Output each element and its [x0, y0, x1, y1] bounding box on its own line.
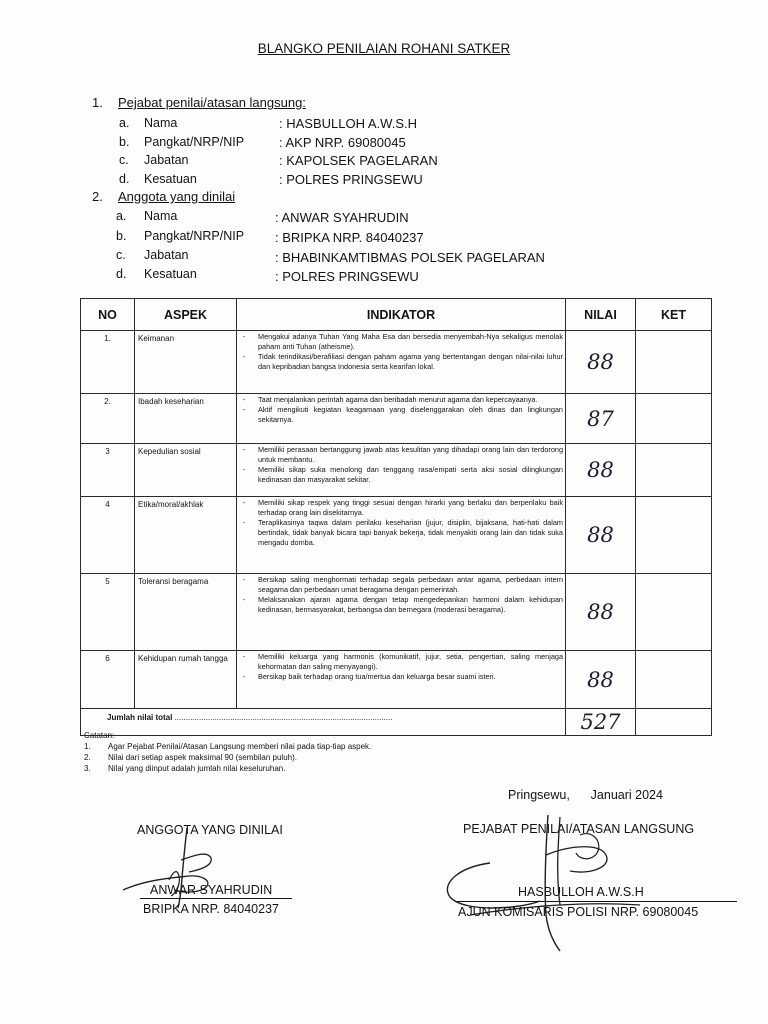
row-aspek: Toleransi beragama — [135, 574, 237, 651]
s1-value-jabatan: : KAPOLSEK PAGELARAN — [279, 153, 438, 168]
row-nilai-handwritten: 88 — [566, 651, 636, 709]
row-no: 5 — [81, 574, 135, 651]
row-indicators — [237, 331, 566, 394]
row-no: 4 — [81, 497, 135, 574]
row-indicators — [237, 394, 566, 444]
s1-value-nama: : HASBULLOH A.W.S.H — [279, 116, 417, 131]
indicator-item: - Bersikap baik terhadap orang tua/mertua dan keluarga besar suami isteri. — [243, 672, 563, 682]
header-aspek: ASPEK — [135, 299, 237, 331]
header-nilai: NILAI — [566, 299, 636, 331]
table-header-row — [81, 299, 712, 331]
s2-letter-a: a. — [116, 209, 127, 223]
indicator-item: - Melaksanakan ajaran agama dengan tetap mengedepankan harmoni dalam kehidupan kedinasan, bermasyarakat, berbangsa dan bernegara (moderasi beragama). — [243, 595, 563, 615]
note-text: Nilai yang diinput adalah jumlah nilai keseluruhan. — [108, 764, 286, 773]
section1-heading: Pejabat penilai/atasan langsung: — [118, 95, 306, 110]
assessment-table — [80, 298, 712, 736]
row-indicators — [237, 444, 566, 497]
right-signatory-name: HASBULLOH A.W.S.H — [518, 885, 644, 899]
row-aspek: Keimanan — [135, 331, 237, 394]
row-no: 2. — [81, 394, 135, 444]
section2-number: 2. — [92, 189, 103, 204]
row-ket — [636, 497, 712, 574]
place-date: Pringsewu, Januari 2024 — [508, 788, 663, 802]
table-row — [81, 574, 712, 651]
header-no: NO — [81, 299, 135, 331]
total-ket — [636, 709, 712, 736]
s1-letter-a: a. — [119, 116, 130, 130]
row-ket — [636, 394, 712, 444]
note-text: Agar Pejabat Penilai/Atasan Langsung memberi nilai pada tiap-tiap aspek. — [108, 742, 372, 751]
s2-value-nama: : ANWAR SYAHRUDIN — [275, 210, 409, 225]
total-dots: .................................................................................................. — [174, 713, 393, 722]
notes — [84, 730, 371, 774]
s1-value-pangkat: : AKP NRP. 69080045 — [279, 135, 406, 150]
right-signature-icon — [430, 805, 660, 955]
row-aspek: Ibadah keseharian — [135, 394, 237, 444]
indicator-item: - Memiliki perasaan bertanggung jawab atas kesulitan yang dihadapi orang lain dan terdorong untuk membantu. — [243, 445, 563, 465]
row-aspek: Etika/moral/akhlak — [135, 497, 237, 574]
indicator-item: - Bersikap saling menghormati terhadap segala perbedaan antar agama, perbedaan intern seagama dan perbedaan umat beragama dengan pemerintah. — [243, 575, 563, 595]
indicator-item: - Mengakui adanya Tuhan Yang Maha Esa dan bersedia menyembah-Nya sekaligus menolak paham anti Tuhan (atheisme). — [243, 332, 563, 352]
row-nilai-handwritten: 87 — [566, 394, 636, 444]
s2-value-pangkat: : BRIPKA NRP. 84040237 — [275, 230, 424, 245]
document-title: BLANGKO PENILAIAN ROHANI SATKER — [257, 41, 511, 56]
s1-value-kesatuan: : POLRES PRINGSEWU — [279, 172, 423, 187]
header-indikator: INDIKATOR — [237, 299, 566, 331]
s2-letter-c: c. — [116, 248, 126, 262]
indicator-item: - Taat menjalankan perintah agama dan beribadah menurut agama dan kepercayaanya. — [243, 395, 563, 405]
table-row — [81, 651, 712, 709]
s1-letter-c: c. — [119, 153, 129, 167]
note-item — [84, 741, 371, 752]
note-number: 1. — [84, 742, 91, 751]
s2-value-jabatan: : BHABINKAMTIBMAS POLSEK PAGELARAN — [275, 250, 545, 265]
s2-label-kesatuan: Kesatuan — [144, 267, 197, 281]
row-ket — [636, 574, 712, 651]
row-indicators — [237, 497, 566, 574]
header-ket: KET — [636, 299, 712, 331]
row-aspek: Kepedulian sosial — [135, 444, 237, 497]
note-number: 2. — [84, 753, 91, 762]
right-signatory-rank: AJUN KOMISARIS POLISI NRP. 69080045 — [458, 905, 699, 919]
indicator-item: - Memiliki keluarga yang harmonis (komunikatif, jujur, setia, pengertian, saling menjaga kehormatan dan saling menyayangi). — [243, 652, 563, 672]
left-signatory-title: ANGGOTA YANG DINILAI — [137, 823, 283, 837]
notes-heading: Catatan: — [84, 731, 115, 740]
note-number: 3. — [84, 764, 91, 773]
s2-label-pangkat: Pangkat/NRP/NIP — [144, 229, 245, 243]
s2-value-kesatuan: : POLRES PRINGSEWU — [275, 269, 419, 284]
indicator-item: - Memiliki sikap suka menolong dan tenggang rasa/empati serta aksi sosial dilingkungan kedinasan dan masyarakat sekitar. — [243, 465, 563, 485]
row-no: 6 — [81, 651, 135, 709]
right-signatory-title: PEJABAT PENILAI/ATASAN LANGSUNG — [463, 822, 695, 836]
s1-label-kesatuan: Kesatuan — [144, 172, 197, 186]
s2-letter-b: b. — [116, 229, 127, 243]
note-item — [84, 763, 371, 774]
row-aspek: Kehidupan rumah tangga — [135, 651, 237, 709]
s2-label-nama: Nama — [144, 209, 178, 223]
table-row — [81, 394, 712, 444]
row-nilai-handwritten: 88 — [566, 574, 636, 651]
row-no: 1. — [81, 331, 135, 394]
left-signatory-name: ANWAR SYAHRUDIN — [150, 883, 273, 897]
right-signature-line — [457, 901, 737, 902]
s1-label-jabatan: Jabatan — [144, 153, 189, 167]
s2-letter-d: d. — [116, 267, 127, 281]
table-row — [81, 444, 712, 497]
s2-label-jabatan: Jabatan — [144, 248, 189, 262]
indicator-item: - Tidak terindikasi/berafiliasi dengan paham agama yang bertentangan dengan nilai-nilai luhur dan kepribadian bangsa Indonesia serta kearifan lokal. — [243, 352, 563, 372]
section2-heading: Anggota yang dinilai — [118, 189, 236, 204]
row-indicators — [237, 651, 566, 709]
row-nilai-handwritten: 88 — [566, 444, 636, 497]
row-nilai-handwritten: 88 — [566, 497, 636, 574]
row-indicators — [237, 574, 566, 651]
s1-label-pangkat: Pangkat/NRP/NIP — [144, 135, 245, 149]
table-row — [81, 331, 712, 394]
row-ket — [636, 444, 712, 497]
left-signature-line — [140, 898, 292, 899]
row-nilai-handwritten: 88 — [566, 331, 636, 394]
table-row — [81, 497, 712, 574]
indicator-item: - Aktif mengikuti kegiatan keagamaan yang diselenggarakan oleh dinas dan lingkungan sekitarnya. — [243, 405, 563, 425]
total-value-handwritten: 527 — [566, 709, 636, 736]
left-signatory-rank: BRIPKA NRP. 84040237 — [143, 902, 279, 916]
s1-letter-d: d. — [119, 172, 130, 186]
total-label: Jumlah nilai total — [107, 713, 173, 722]
note-item — [84, 752, 371, 763]
s1-letter-b: b. — [119, 135, 130, 149]
indicator-item: - Teraplikasinya taqwa dalam perilaku keseharian (jujur, disiplin, bijaksana, hati-hati dalam bertindak, tidak banyak bicara tapi banyak bekerja, tidak menyakiti orang lain dan tidak suka mengadu domba. — [243, 518, 563, 548]
indicator-item: - Memiliki sikap respek yang tinggi sesuai dengan hirarki yang berlaku dan berperilaku baik terhadap orang lain disekitarnya. — [243, 498, 563, 518]
row-ket — [636, 651, 712, 709]
row-no: 3 — [81, 444, 135, 497]
s1-label-nama: Nama — [144, 116, 178, 130]
section1-number: 1. — [92, 95, 103, 110]
row-ket — [636, 331, 712, 394]
note-text: Nilai dari setiap aspek maksimal 90 (sembilan puluh). — [108, 753, 297, 762]
